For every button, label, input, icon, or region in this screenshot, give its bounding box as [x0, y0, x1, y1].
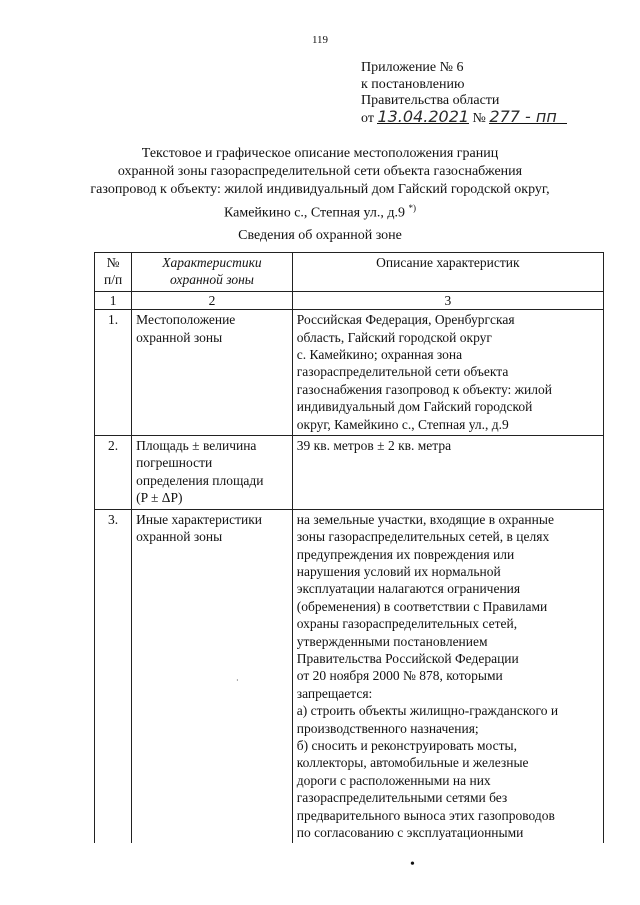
appendix-line-1: Приложение № 6 [361, 60, 464, 75]
header-col-characteristic: Характеристики охранной зоны [132, 253, 293, 292]
date-prefix: от [361, 110, 374, 126]
header-col-description: Описание характеристик [292, 253, 603, 292]
column-number-row [95, 291, 604, 309]
row-number: 3. [95, 509, 132, 843]
table-header-row [95, 253, 604, 292]
appendix-line-3: Правительства области [361, 93, 500, 108]
title-line-4: Камейкино с., Степная ул., д.9 *) [223, 203, 417, 221]
page-number: 119 [311, 34, 329, 46]
protection-zone-table [94, 252, 604, 843]
table-row [95, 310, 604, 436]
title-line-2: охранной зоны газораспределительной сети объекта газоснабжения [117, 164, 523, 179]
title-line-1: Текстовое и графическое описание местоположения границ [141, 146, 499, 161]
handwritten-number: 277 - пп [489, 110, 567, 124]
table-row [95, 436, 604, 510]
column-number: 3 [292, 291, 603, 309]
table-row [95, 509, 604, 843]
scan-speck: · [236, 676, 239, 685]
column-number: 1 [95, 291, 132, 309]
appendix-line-2: к постановлению [361, 76, 465, 92]
header-col-number: № п/п [95, 253, 132, 292]
row-description: 39 кв. метров ± 2 кв. метра [292, 436, 603, 510]
document-title [70, 145, 570, 223]
appendix-block [361, 60, 567, 127]
appendix-date-line [361, 106, 567, 128]
row-number: 2. [95, 436, 132, 510]
number-sign: № [472, 110, 486, 126]
section-subtitle: Сведения об охранной зоне [238, 228, 402, 243]
title-line-3: газопровод к объекту: жилой индивидуальный дом Гайский городской округ, [90, 182, 550, 197]
row-number: 1. [95, 310, 132, 436]
row-characteristic: Местоположение охранной зоны [132, 310, 293, 436]
handwritten-date: 13.04.2021 [377, 106, 470, 126]
row-description: Российская Федерация, Оренбургская область, Гайский городской округ с. Камейкино; охранная зона газораспределительной сети объекта газоснабжения газопровод к объекту: жилой индивидуальный дом Гайский городской округ, Камейкино с., Степная ул., д.9 [292, 310, 603, 436]
row-characteristic: Иные характеристики охранной зоны [132, 509, 293, 843]
footnote-mark: *) [408, 203, 417, 213]
column-number: 2 [132, 291, 293, 309]
row-characteristic: Площадь ± величина погрешности определения площади (P ± ΔP) [132, 436, 293, 510]
scan-speck: • [410, 857, 415, 872]
row-description: на земельные участки, входящие в охранные зоны газораспределительных сетей, в целях предупреждения их повреждения или нарушения условий их нормальной эксплуатации налагаются ограничения (обременения) в соответствии с Правилами охраны газораспределительных сетей, утвержденными постановлением Правительства Российской Федерации от 20 ноября 2000 № 878, которыми запрещается: а) строить объекты жилищно-гражданского и производственного назначения; б) сносить и реконструировать мосты, коллекторы, автомобильные и железные дороги с расположенными на них газораспределительными сетями без предварительного выноса этих газопроводов по согласованию с эксплуатационными [292, 509, 603, 843]
